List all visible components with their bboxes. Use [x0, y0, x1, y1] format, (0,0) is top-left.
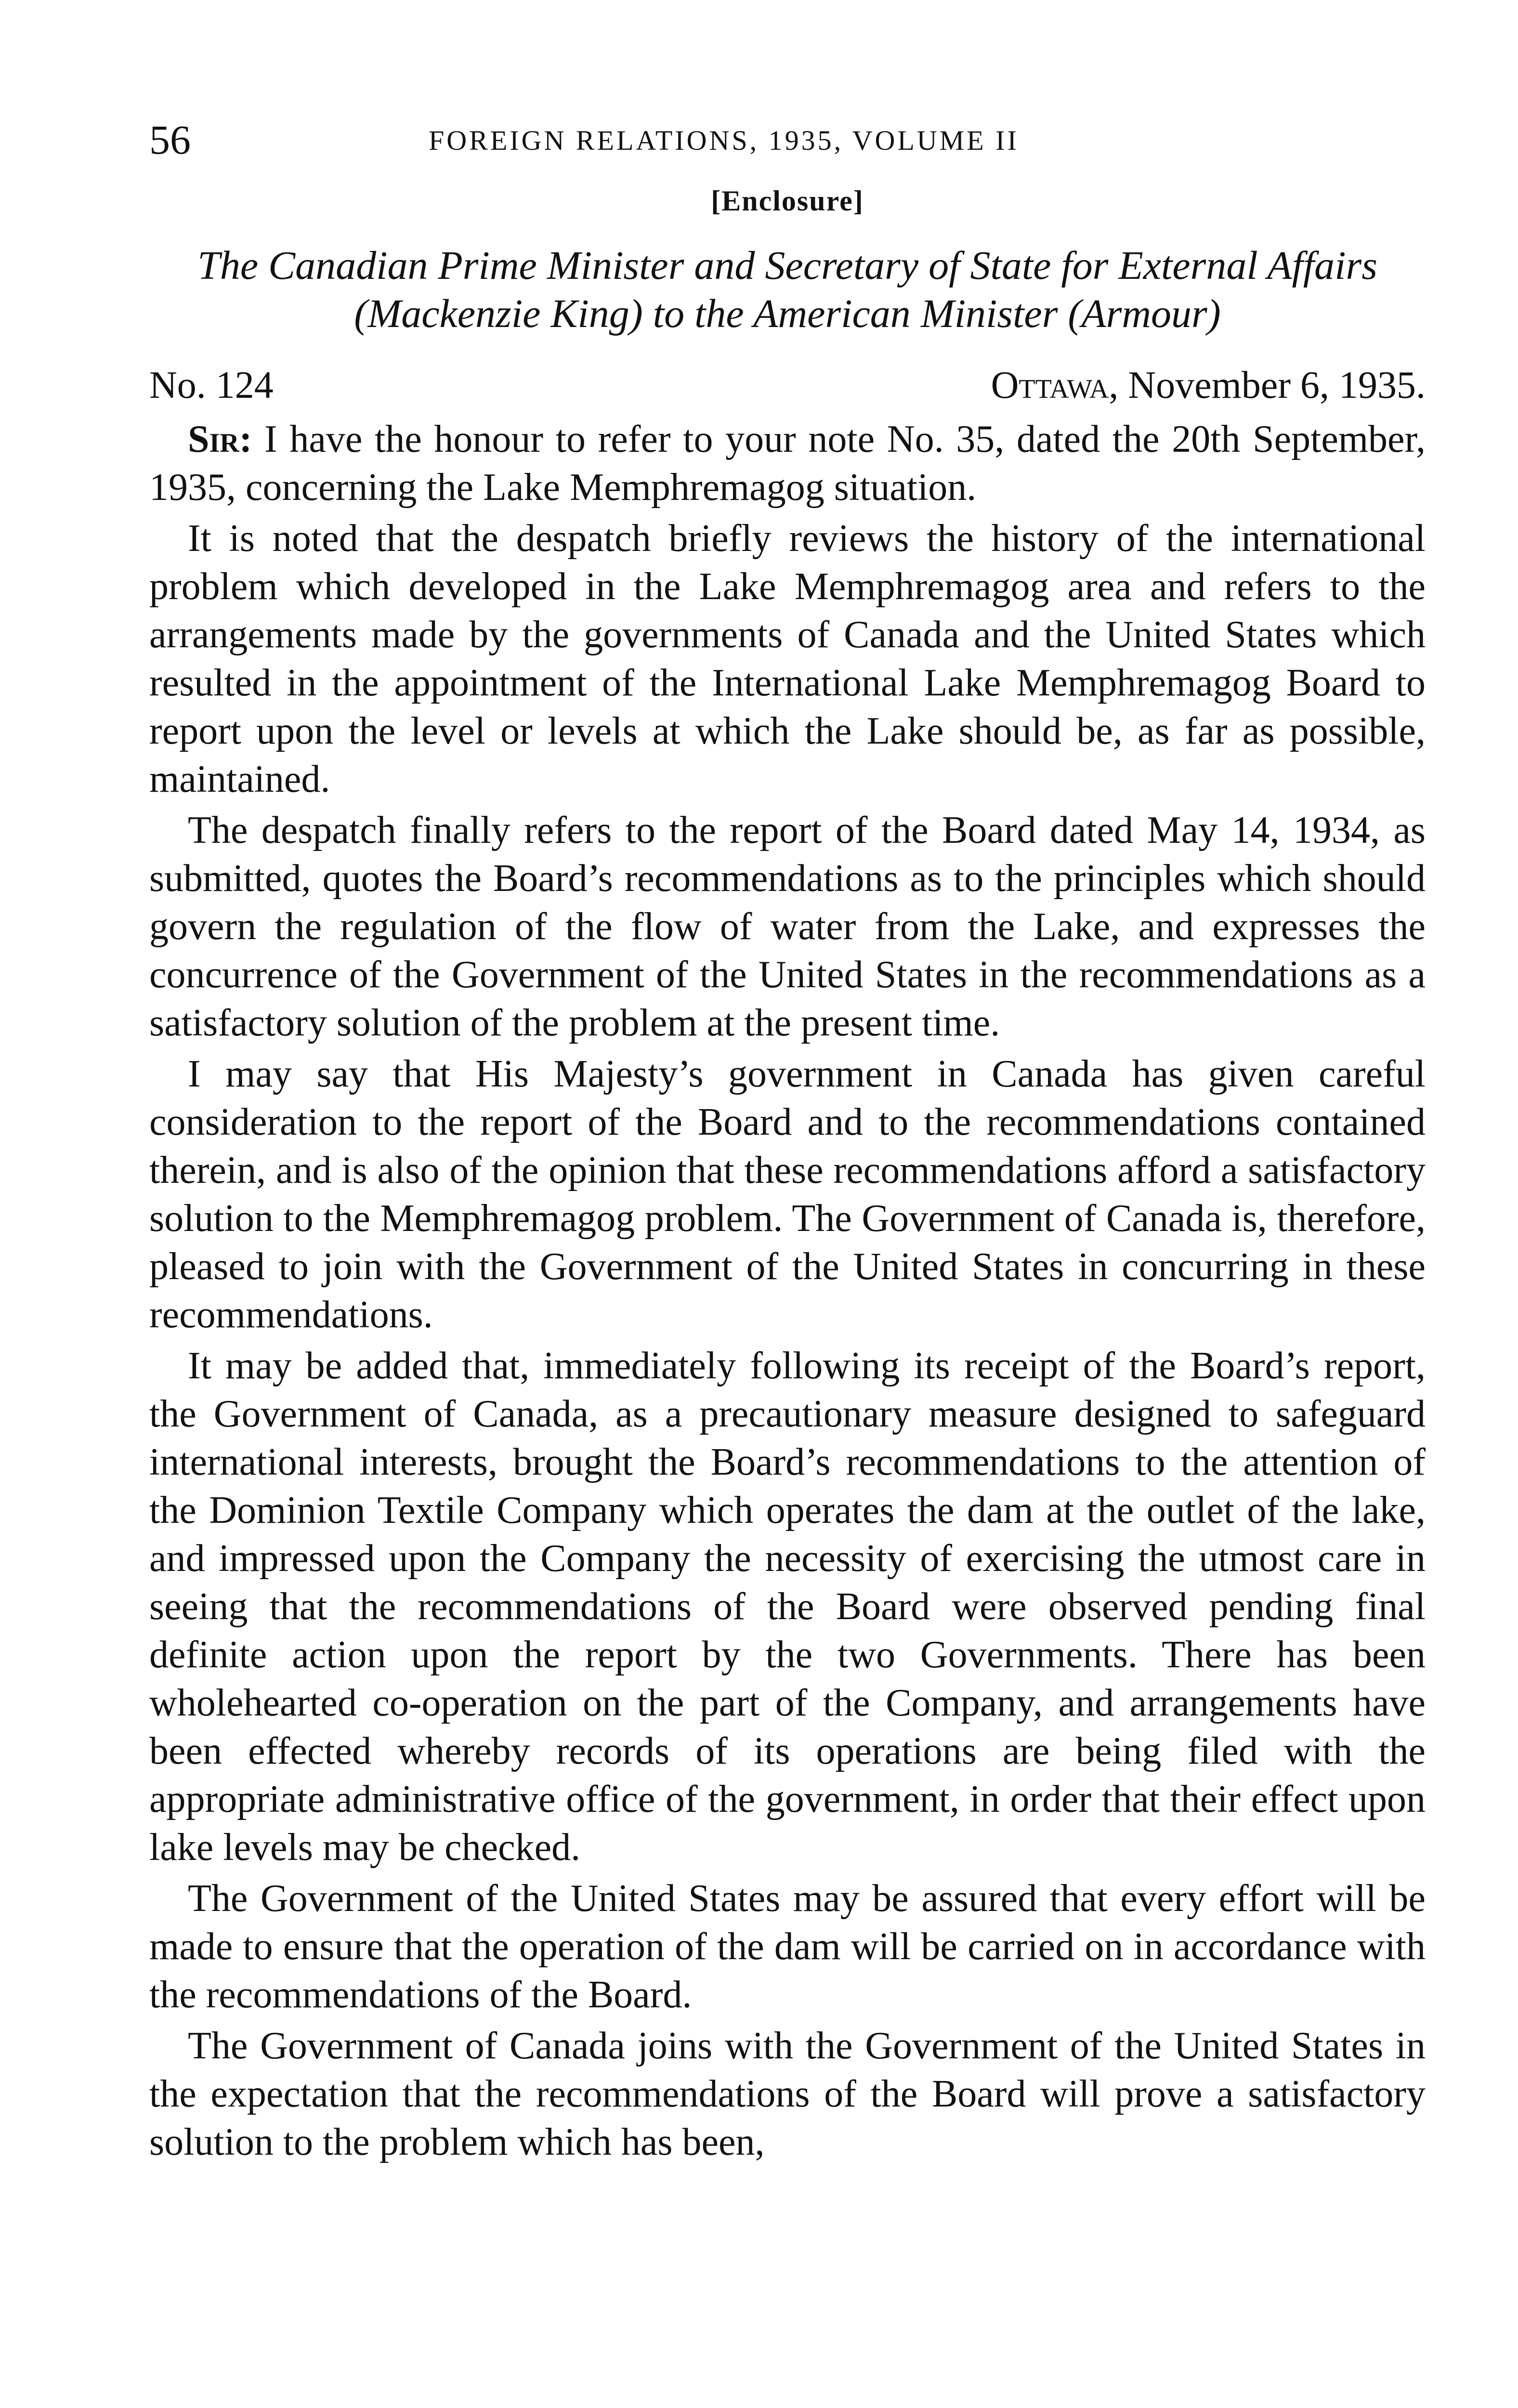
document-heading: The Canadian Prime Minister and Secretary of State for External Affairs (Mackenzie King) to the American Minister (Armour)	[197, 243, 1377, 336]
note-meta-row	[149, 361, 1426, 409]
paragraph-1	[149, 415, 1426, 511]
paragraph-6: The Government of the United States may be assured that every effort will be made to ensure that the operation of the dam will be carried on in accordance with the recommendations of the Board.	[149, 1877, 1426, 2016]
note-date: November 6, 1935.	[1128, 364, 1426, 406]
running-header	[149, 116, 1426, 178]
enclosure-label: [Enclosure]	[711, 185, 864, 217]
document-page	[149, 116, 1426, 2169]
note-place-date	[991, 361, 1426, 409]
paragraph-2: It is noted that the despatch briefly reviews the history of the international problem which developed in the Lake Memphremagog area and refers to the arrangements made by the governments of Canada and the United States which resulted in the appointment of the International Lake Memphremagog Board to report upon the level or levels at which the Lake should be, as far as possible, maintained.	[149, 517, 1426, 800]
paragraph-3: The despatch finally refers to the report of the Board dated May 14, 1934, as submitted, quotes the Board’s recommendations as to the principles which should govern the regulation of the flow of water from the Lake, and expresses the concurrence of the Government of the United States in the recommendations as a satisfactory solution of the problem at the present time.	[149, 809, 1426, 1044]
paragraph-1-text: I have the honour to refer to your note No. 35, dated the 20th September, 1935, concerning the Lake Memphremagog situation.	[149, 418, 1426, 509]
letter-body	[149, 415, 1426, 2166]
paragraph-7: The Government of Canada joins with the Government of the United States in the expectation that the recommendations of the Board will prove a satisfactory solution to the problem which has been,	[149, 2025, 1426, 2163]
page-number: 56	[149, 117, 191, 163]
running-title: FOREIGN RELATIONS, 1935, VOLUME II	[429, 125, 1019, 156]
note-number: No. 124	[149, 364, 274, 406]
paragraph-5: It may be added that, immediately following its receipt of the Board’s report, the Government of Canada, as a precautionary measure designed to safeguard international interests, brought the Board’s recommendations to the attention of the Dominion Textile Company which operates the dam at the outlet of the lake, and impressed upon the Company the necessity of exercising the utmost care in seeing that the recommendations of the Board were observed pending final definite action upon the report by the two Governments. There has been wholehearted co-operation on the part of the Company, and arrangements have been effected whereby records of its operations are being filed with the appropriate administrative office of the government, in order that their effect upon lake levels may be checked.	[149, 1345, 1426, 1869]
salutation: Sir:	[188, 418, 252, 460]
paragraph-4: I may say that His Majesty’s government in Canada has given careful consideration to the report of the Board and to the recommendations contained therein, and is also of the opinion that these recommendations afford a satisfactory solution to the Memphremagog problem. The Government of Canada is, therefore, pleased to join with the Government of the United States in concurring in these recommendations.	[149, 1053, 1426, 1336]
note-place: Ottawa,	[991, 364, 1119, 406]
